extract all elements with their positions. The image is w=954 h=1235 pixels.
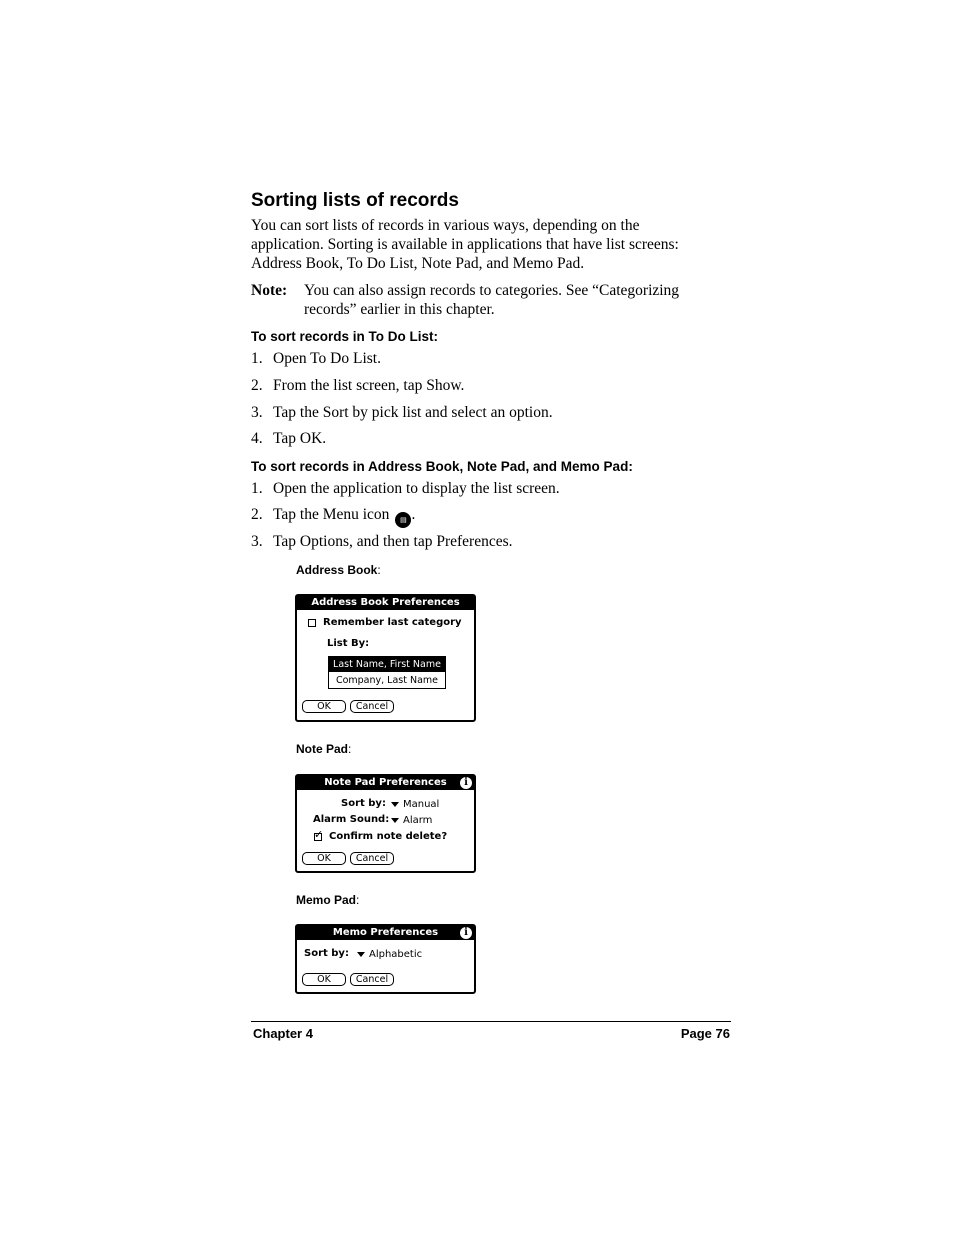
footer-page: Page 76	[680, 1026, 730, 1041]
step-text-suffix: .	[411, 506, 416, 523]
note-text	[304, 281, 679, 319]
todo-heading: To sort records in To Do List:	[251, 329, 439, 344]
cancel-button[interactable]: Cancel	[350, 973, 394, 986]
step-text: From the list screen, tap Show.	[273, 377, 465, 394]
caption-text: Address Book	[296, 563, 378, 577]
triangle-down-icon[interactable]	[357, 952, 365, 957]
alarm-sound-value[interactable]: Alarm	[403, 815, 433, 826]
triangle-down-icon[interactable]	[391, 818, 399, 823]
footer-chapter: Chapter 4	[253, 1026, 313, 1041]
intro-paragraph	[251, 216, 679, 273]
info-icon[interactable]: i	[460, 927, 472, 939]
sort-by-value[interactable]: Manual	[403, 799, 440, 810]
list-by-options	[328, 656, 446, 689]
list-by-option-company-last[interactable]: Company, Last Name	[335, 675, 439, 686]
note-pad-preferences-dialog	[295, 774, 476, 873]
ok-button[interactable]: OK	[302, 700, 346, 713]
footer-rule	[251, 1021, 731, 1022]
remember-last-category-checkbox[interactable]	[308, 619, 316, 627]
others-heading: To sort records in Address Book, Note Pad, and Memo Pad:	[251, 459, 633, 474]
note-label: Note:	[251, 282, 288, 299]
step-number: 2.	[251, 377, 263, 394]
step-number: 1.	[251, 350, 263, 367]
sort-by-label: Sort by:	[341, 798, 386, 809]
step-number: 1.	[251, 480, 263, 497]
note-pad-caption: Note Pad:	[296, 742, 352, 756]
confirm-note-delete-label: Confirm note delete?	[329, 831, 448, 842]
step-text: Open the application to display the list screen.	[273, 480, 560, 497]
triangle-down-icon[interactable]	[391, 802, 399, 807]
list-by-label: List By:	[327, 638, 370, 649]
ok-button[interactable]: OK	[302, 973, 346, 986]
page-heading: Sorting lists of records	[251, 190, 459, 211]
dialog-title	[297, 926, 474, 940]
remember-last-category-label: Remember last category	[323, 617, 462, 628]
sort-by-label: Sort by:	[304, 948, 349, 959]
memo-preferences-dialog	[295, 924, 476, 994]
sort-by-value[interactable]: Alphabetic	[369, 949, 423, 960]
memo-pad-caption: Memo Pad:	[296, 893, 360, 907]
dialog-title: Address Book Preferences	[297, 596, 474, 610]
step-text: Tap OK.	[273, 430, 327, 447]
step-text: Tap Options, and then tap Preferences.	[273, 533, 513, 550]
address-book-preferences-dialog	[295, 594, 476, 722]
step-text-main: Tap the Menu icon	[273, 506, 390, 523]
step-number: 3.	[251, 404, 263, 421]
caption-text: Memo Pad	[296, 893, 357, 907]
cancel-button[interactable]: Cancel	[350, 700, 394, 713]
caption-text: Note Pad	[296, 742, 349, 756]
info-icon[interactable]: i	[460, 777, 472, 789]
note-line: records” earlier in this chapter.	[304, 301, 495, 318]
address-book-caption: Address Book:	[296, 563, 381, 577]
alarm-sound-label: Alarm Sound:	[313, 814, 390, 825]
dialog-title-text: Note Pad Preferences	[324, 777, 447, 788]
cancel-button[interactable]: Cancel	[350, 852, 394, 865]
intro-line: Address Book, To Do List, Note Pad, and Memo Pad.	[251, 255, 585, 272]
step-number: 2.	[251, 506, 263, 523]
intro-line: application. Sorting is available in applications that have list screens:	[251, 236, 679, 253]
ok-button[interactable]: OK	[302, 852, 346, 865]
note-line: You can also assign records to categories. See “Categorizing	[304, 282, 680, 299]
step-text: Open To Do List.	[273, 350, 381, 367]
intro-line: You can sort lists of records in various ways, depending on the	[251, 217, 640, 234]
step-text	[273, 505, 415, 528]
dialog-title-text: Memo Preferences	[332, 927, 439, 938]
list-by-option-last-first[interactable]: Last Name, First Name	[329, 657, 445, 672]
confirm-note-delete-checkbox[interactable]	[314, 833, 322, 841]
menu-icon: ▤	[395, 512, 411, 528]
step-number: 3.	[251, 533, 263, 550]
dialog-title	[297, 776, 474, 790]
step-text: Tap the Sort by pick list and select an option.	[273, 404, 553, 421]
step-number: 4.	[251, 430, 263, 447]
